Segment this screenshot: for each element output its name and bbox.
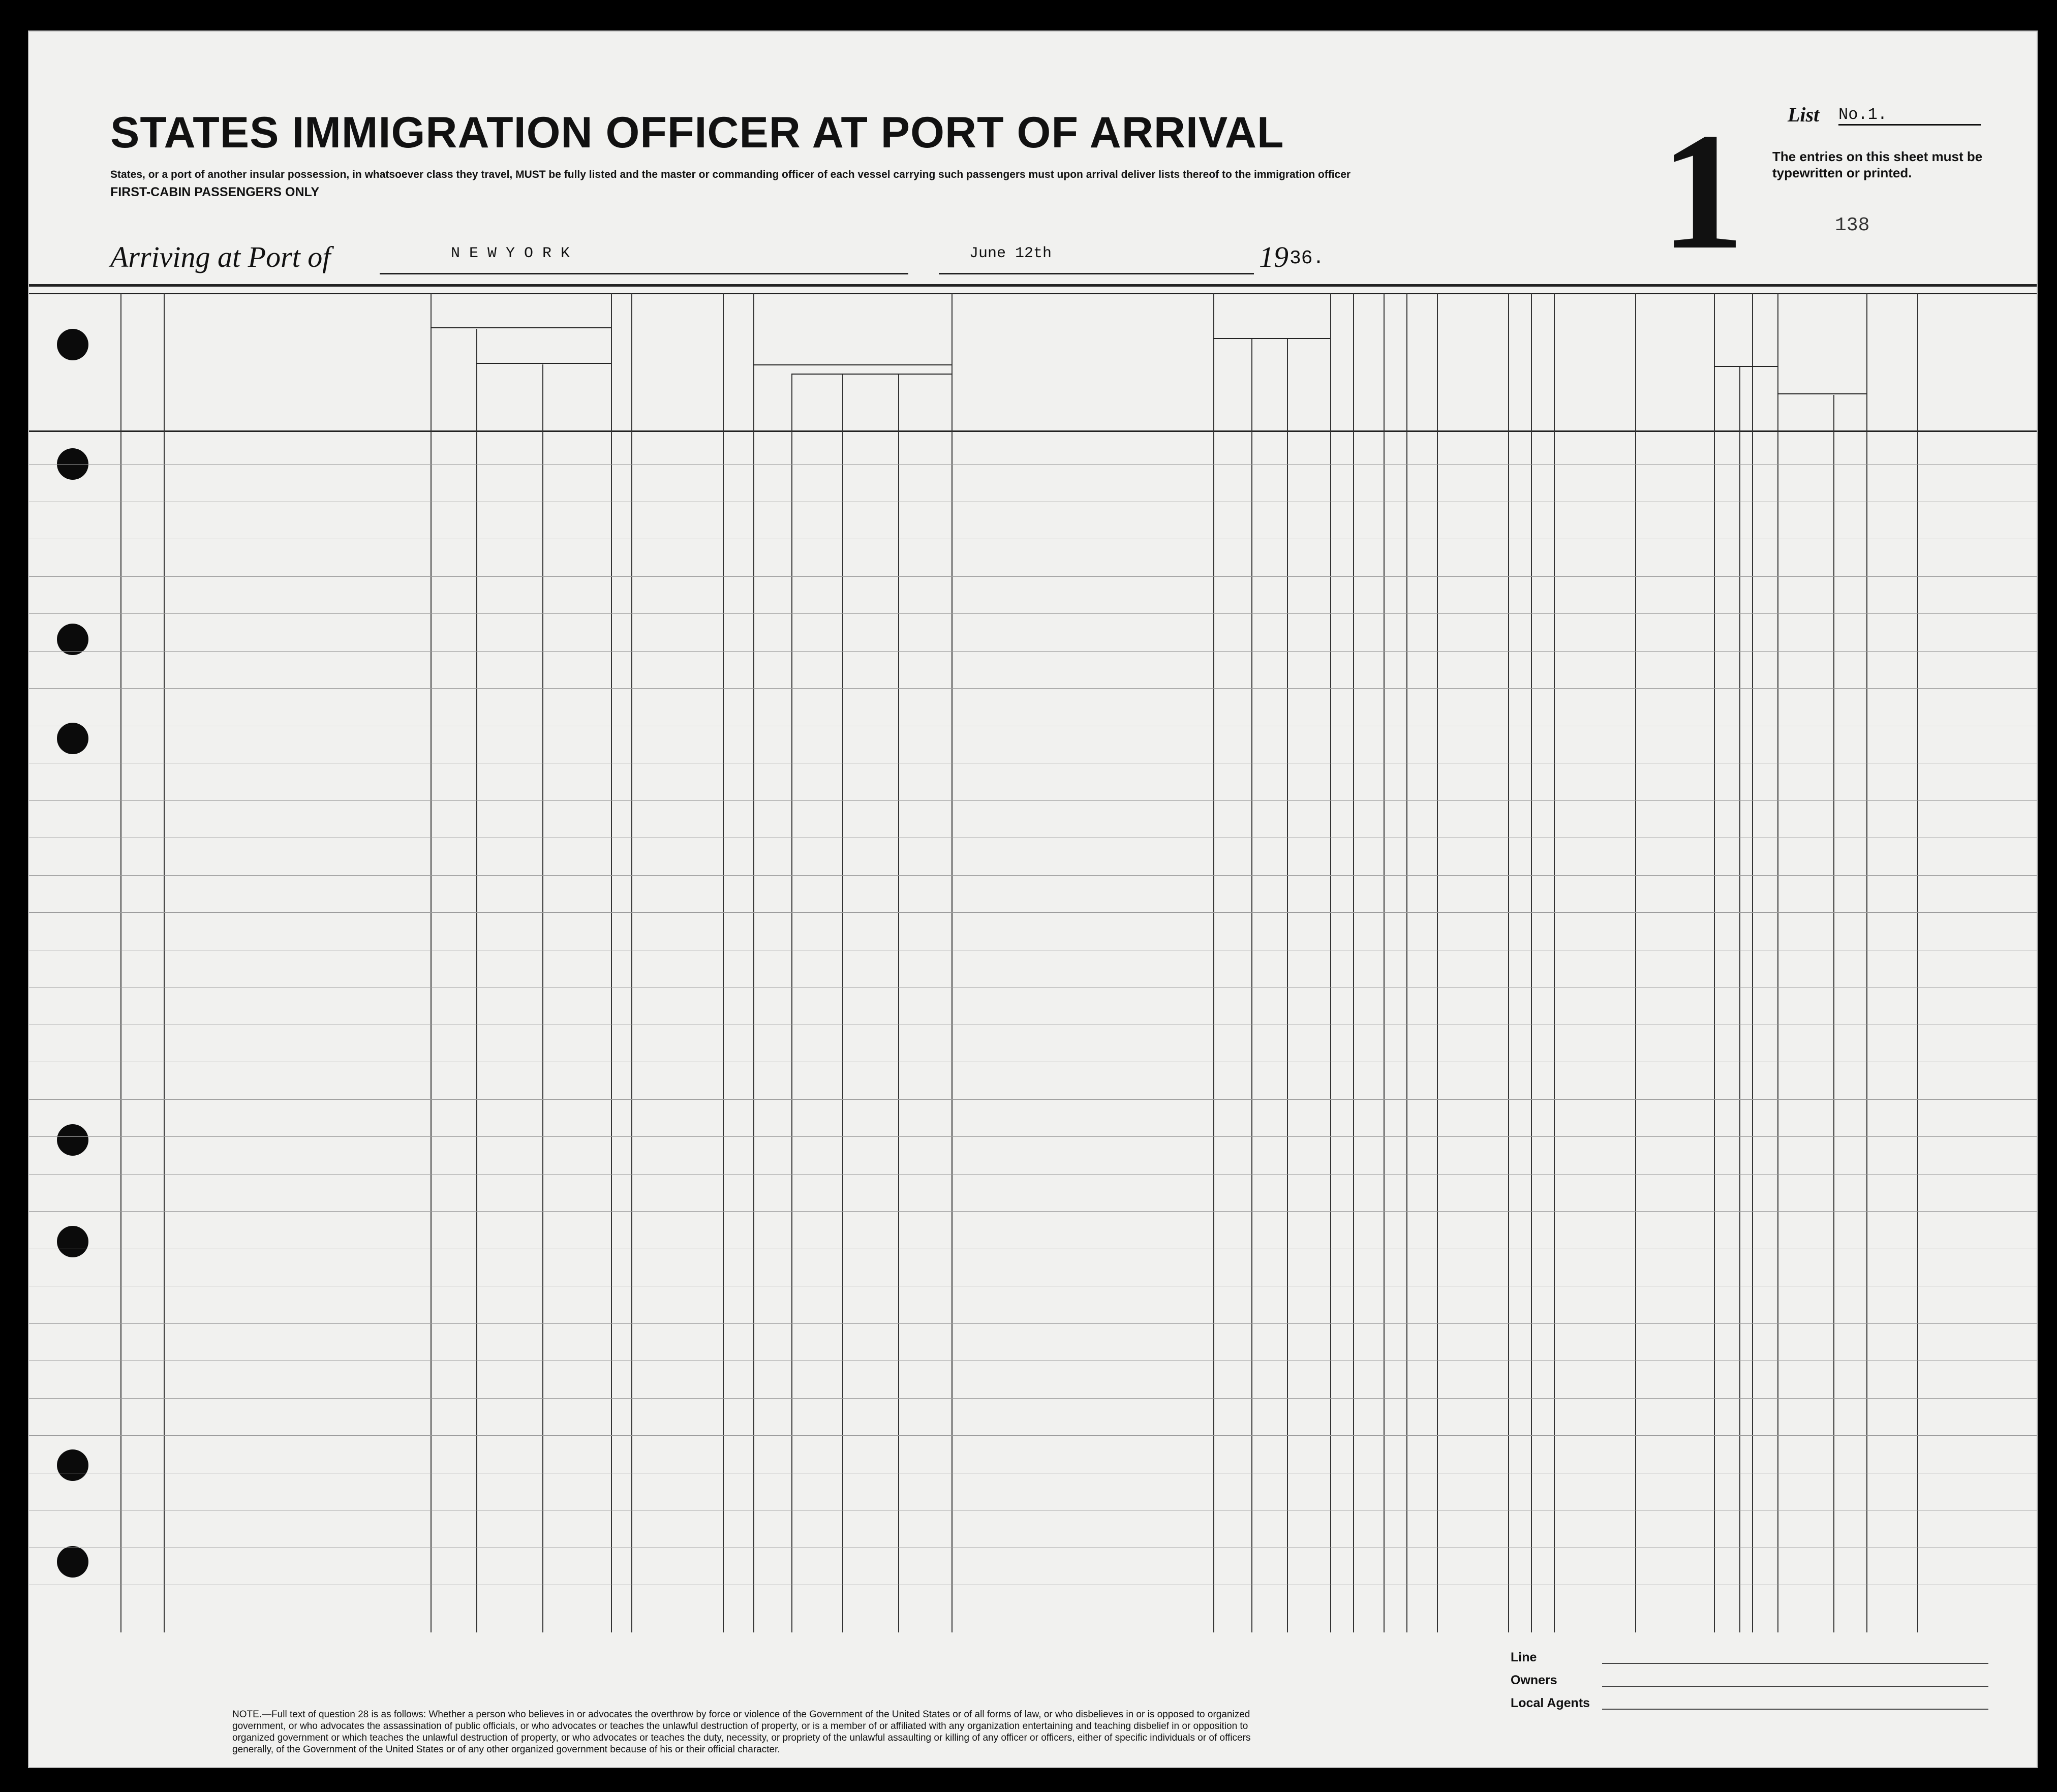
column-divider [1917,293,1918,1632]
column-divider [753,293,754,1632]
column-divider [1384,293,1385,1632]
row-rule [29,576,2037,577]
column-divider [431,293,432,1632]
list-number: No.1. [1838,105,1981,126]
subcolumn-divider [476,329,477,1632]
column-divider [1213,293,1214,1632]
date-underline [939,273,1254,274]
arrival-date: June 12th [969,245,1052,262]
column-divider [1714,293,1715,1632]
line-field [1602,1663,1988,1664]
agents-field [1602,1709,1988,1710]
agents-label: Local Agents [1511,1696,1590,1710]
row-rule [29,1211,2037,1212]
row-rule [29,651,2037,652]
column-divider [1508,293,1509,1632]
column-divider [1330,293,1331,1632]
subcolumn-divider [1251,339,1252,1632]
footnote: NOTE.—Full text of question 28 is as follows: Whether a person who believes in or advocates the overthrow by force or violence of the Government of the United States or of all forms of law, or who disbelieves in or is opposed to organized government, or who advocates the assassination of public officials, or who advocates or teaches the unlawful destruction of property, or is a member of or affiliated with any organization entertaining and teaching disbelief in or opposition to organized government or which teaches the unlawful destruction of property, or who advocates or teaches the duty, necessity, or propriety of the unlawful assaulting or killing of any officer or officers, either of specific individuals or of officers generally, of the Government of the United States or of any other organized government because of his or their official character. [232,1709,1251,1755]
page-title: STATES IMMIGRATION OFFICER AT PORT OF ARRIVAL [110,108,1284,157]
line-label: Line [1511,1650,1537,1664]
subcolumn-divider [542,364,543,1632]
column-divider [1531,293,1532,1632]
column-divider [1437,293,1438,1632]
subcolumn-divider [791,375,792,1632]
group-header-rule [1714,366,1777,367]
arriving-label: Arriving at Port of [110,240,331,273]
row-rule [29,800,2037,801]
sheet-number: 138 [1835,214,1870,236]
port-name: N E W Y O R K [451,245,570,262]
manifest-sheet [28,30,2038,1768]
row-rule [29,1099,2037,1100]
group-header-rule [753,364,951,365]
punch-hole [57,723,88,754]
column-divider [951,293,953,1632]
port-underline [380,273,908,274]
subcolumn-divider [1287,339,1288,1632]
owners-label: Owners [1511,1673,1557,1687]
row-rule [29,875,2037,876]
column-divider [1554,293,1555,1632]
row-rule [29,912,2037,913]
class-line: FIRST-CABIN PASSENGERS ONLY [110,185,320,199]
row-rule [29,1174,2037,1175]
punch-hole [57,1124,88,1156]
column-divider [1353,293,1354,1632]
column-divider [1752,293,1753,1632]
group-header-rule [1213,338,1330,339]
punch-hole [57,1226,88,1257]
row-rule [29,464,2037,465]
entries-note: The entries on this sheet must be typewritten or printed. [1772,149,1983,180]
column-divider [1635,293,1636,1632]
subcolumn-divider [1833,395,1834,1632]
subtitle: States, or a port of another insular possession, in whatsoever class they travel, MUST be fully listed and the master or commanding officer of each vessel carrying such passengers must upon arrival deliver lists thereof to the immigration officer [110,169,1351,180]
column-divider [120,293,121,1632]
column-divider [631,293,632,1632]
column-divider [1777,293,1778,1632]
owners-field [1602,1686,1988,1687]
year-prefix: 19 [1259,240,1288,273]
group-header-rule [791,374,951,375]
row-rule [29,1323,2037,1324]
punch-hole [57,1546,88,1578]
punch-hole [57,329,88,360]
list-label: List [1788,103,1820,126]
column-divider [723,293,724,1632]
row-rule [29,1398,2037,1399]
row-rule [29,613,2037,614]
subcolumn-divider [842,375,843,1632]
group-header-rule [1777,393,1866,394]
row-rule [29,688,2037,689]
row-rule [29,1136,2037,1137]
column-divider [164,293,165,1632]
header-rule [29,284,2037,287]
punch-hole [57,1449,88,1481]
subcolumn-divider [898,375,899,1632]
list-big-number: 1 [1661,99,1744,284]
column-header-bottom [29,430,2037,432]
column-divider [611,293,612,1632]
group-header-rule [431,327,611,328]
column-divider [1866,293,1867,1632]
header-rule [29,293,2037,294]
group-header-rule [476,363,611,364]
column-divider [1406,293,1407,1632]
subcolumn-divider [1739,367,1740,1632]
row-rule [29,1435,2037,1436]
year-suffix: 36. [1290,248,1325,269]
